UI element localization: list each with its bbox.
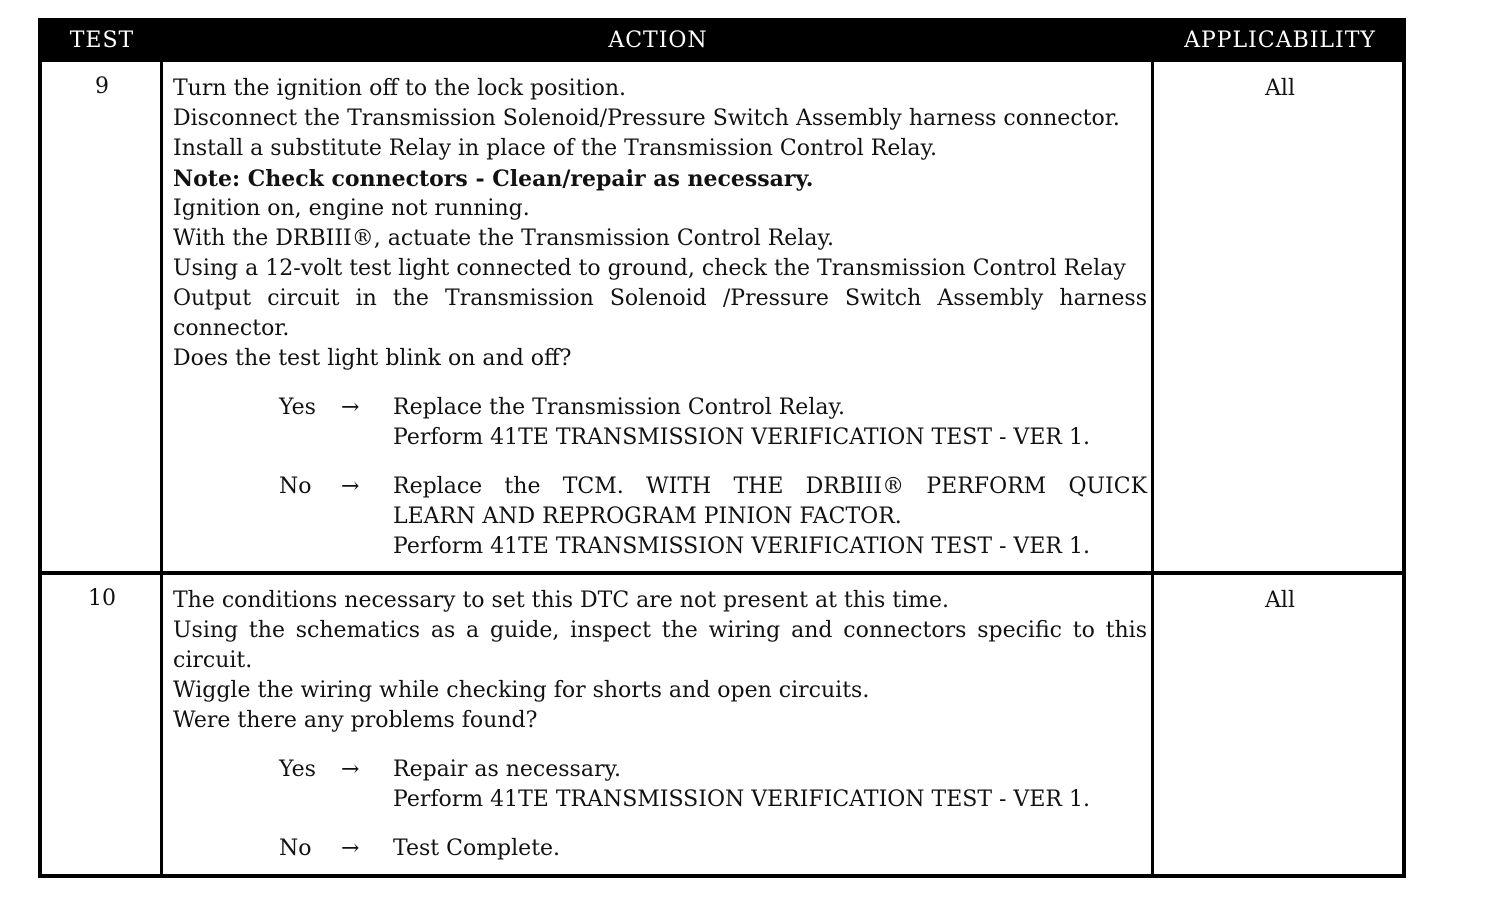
action-line: connector. [173, 316, 290, 341]
action-line: Output circuit in the Transmission Solenoid /Pressure Switch Assembly harness [173, 286, 1147, 311]
option-line: Replace the TCM. WITH THE DRBIII® PERFORM QUICK [393, 474, 1147, 499]
test-number: 9 [95, 74, 109, 99]
action-line: Using the schematics as a guide, inspect the wiring and connectors specific to this [173, 618, 1147, 643]
option-line: Perform 41TE TRANSMISSION VERIFICATION TEST - VER 1. [393, 787, 1090, 812]
option-line: Repair as necessary. [393, 757, 621, 782]
action-line: Turn the ignition off to the lock position. [173, 76, 626, 101]
table-header [42, 22, 1402, 62]
action-line: Install a substitute Relay in place of the Transmission Control Relay. [173, 136, 937, 161]
action-line: With the DRBIII®, actuate the Transmission Control Relay. [173, 226, 834, 251]
action-line: Ignition on, engine not running. [173, 196, 530, 221]
column-divider [160, 62, 163, 874]
arrow-icon: → [341, 836, 360, 861]
action-line: Wiggle the wiring while checking for shorts and open circuits. [173, 678, 870, 703]
action-cell [173, 586, 1147, 864]
header-test: TEST [69, 28, 135, 53]
option-line: LEARN AND REPROGRAM PINION FACTOR. [393, 504, 902, 529]
arrow-icon: → [341, 395, 360, 420]
option-line: Replace the Transmission Control Relay. [393, 395, 845, 420]
option-line: Perform 41TE TRANSMISSION VERIFICATION TEST - VER 1. [393, 534, 1090, 559]
row-divider [42, 571, 1402, 575]
yes-option [173, 755, 1147, 815]
action-line: Using a 12-volt test light connected to ground, check the Transmission Control Relay [173, 256, 1126, 281]
arrow-icon: → [341, 474, 360, 499]
option-line: Perform 41TE TRANSMISSION VERIFICATION TEST - VER 1. [393, 425, 1090, 450]
note-line: Note: Check connectors - Clean/repair as necessary. [173, 166, 814, 192]
arrow-icon: → [341, 757, 360, 782]
no-label: No [279, 474, 312, 499]
header-applicability: APPLICABILITY [1184, 28, 1376, 53]
test-number: 10 [88, 586, 116, 611]
yes-label: Yes [279, 757, 316, 782]
option-line: Test Complete. [393, 836, 561, 861]
no-label: No [279, 836, 312, 861]
action-line: Were there any problems found? [173, 708, 538, 733]
applicability-value: All [1265, 588, 1295, 613]
yes-option [173, 393, 1147, 453]
action-line: The conditions necessary to set this DTC are not present at this time. [173, 588, 949, 613]
column-divider [1151, 62, 1154, 874]
no-option [173, 472, 1147, 562]
header-action: ACTION [608, 28, 708, 53]
action-line: Does the test light blink on and off? [173, 346, 572, 371]
diagnostic-test-table [38, 18, 1406, 878]
no-option [173, 834, 1147, 864]
applicability-value: All [1265, 76, 1295, 101]
action-line: Disconnect the Transmission Solenoid/Pressure Switch Assembly harness connector. [173, 106, 1120, 131]
yes-label: Yes [279, 395, 316, 420]
action-cell [173, 74, 1147, 562]
action-line: circuit. [173, 648, 253, 673]
